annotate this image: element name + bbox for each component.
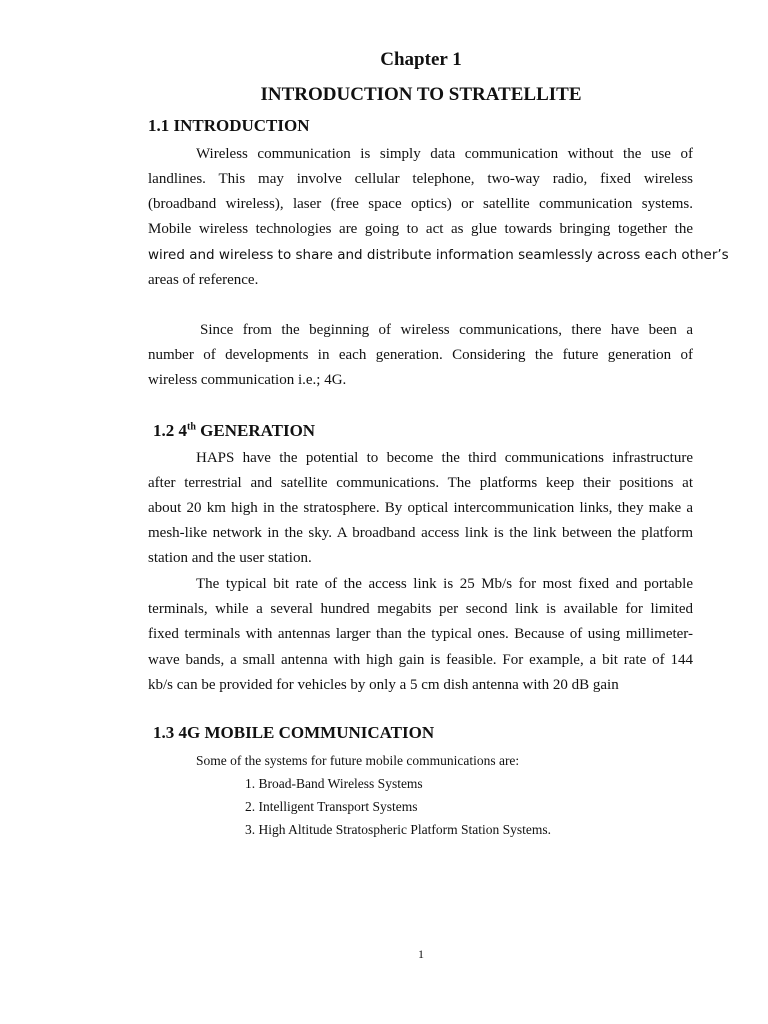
paragraph-line: landlines. This may involve cellular telephone, two-way radio, fixed wireless: [148, 171, 693, 187]
section-1-2-heading-superscript: th: [187, 421, 196, 433]
list-item: 1. Broad-Band Wireless Systems: [245, 776, 423, 791]
section-1-1-heading: 1.1 INTRODUCTION: [148, 116, 310, 135]
paragraph-line: The typical bit rate of the access link is 25 Mb/s for most fixed and portable: [196, 576, 693, 592]
list-item: 3. High Altitude Stratospheric Platform Station Systems.: [245, 822, 551, 837]
paragraph-line: wireless communication i.e.; 4G.: [148, 372, 347, 388]
paragraph-line: about 20 km high in the stratosphere. By optical intercommunication links, they make a: [148, 500, 693, 516]
paragraph-line: wired and wireless to share and distribute information seamlessly across each other’s: [148, 247, 729, 263]
paragraph-line: areas of reference.: [148, 272, 259, 288]
paragraph-line: Since from the beginning of wireless communications, there have been a: [200, 322, 693, 338]
paragraph-line: HAPS have the potential to become the third communications infrastructure: [196, 450, 693, 466]
chapter-title: INTRODUCTION TO STRATELLITE: [260, 84, 582, 105]
list-item: 2. Intelligent Transport Systems: [245, 799, 418, 814]
paragraph-line: fixed terminals with antennas larger than the typical ones. Because of using millimeter-: [148, 626, 693, 642]
paragraph-line: Wireless communication is simply data communication without the use of: [196, 146, 693, 162]
paragraph-line: after terrestrial and satellite communications. The platforms keep their positions at: [148, 475, 693, 491]
paragraph-line: terminals, while a several hundred megabits per second link is available for limited: [148, 601, 693, 617]
paragraph-line: station and the user station.: [148, 550, 312, 566]
section-1-2-heading-suffix: GENERATION: [195, 421, 316, 440]
section-1-2-heading-prefix: 1.2 4: [153, 421, 187, 440]
section-1-2-heading: [153, 421, 315, 441]
page-number: 1: [418, 947, 424, 961]
chapter-number: Chapter 1: [380, 49, 462, 70]
paragraph-line: (broadband wireless), laser (free space optics) or satellite communication systems.: [148, 196, 693, 212]
section-1-3-intro: Some of the systems for future mobile communications are:: [196, 753, 520, 768]
paragraph-line: wave bands, a small antenna with high gain is feasible. For example, a bit rate of 144: [148, 652, 693, 668]
section-1-3-heading: 1.3 4G MOBILE COMMUNICATION: [153, 723, 435, 742]
paragraph-line: kb/s can be provided for vehicles by only a 5 cm dish antenna with 20 dB gain: [148, 677, 619, 693]
paragraph-line: number of developments in each generation. Considering the future generation of: [148, 347, 693, 363]
paragraph-line: mesh-like network in the sky. A broadband access link is the link between the platform: [148, 525, 693, 541]
paragraph-line: Mobile wireless technologies are going to act as glue towards bringing together the: [148, 221, 693, 237]
